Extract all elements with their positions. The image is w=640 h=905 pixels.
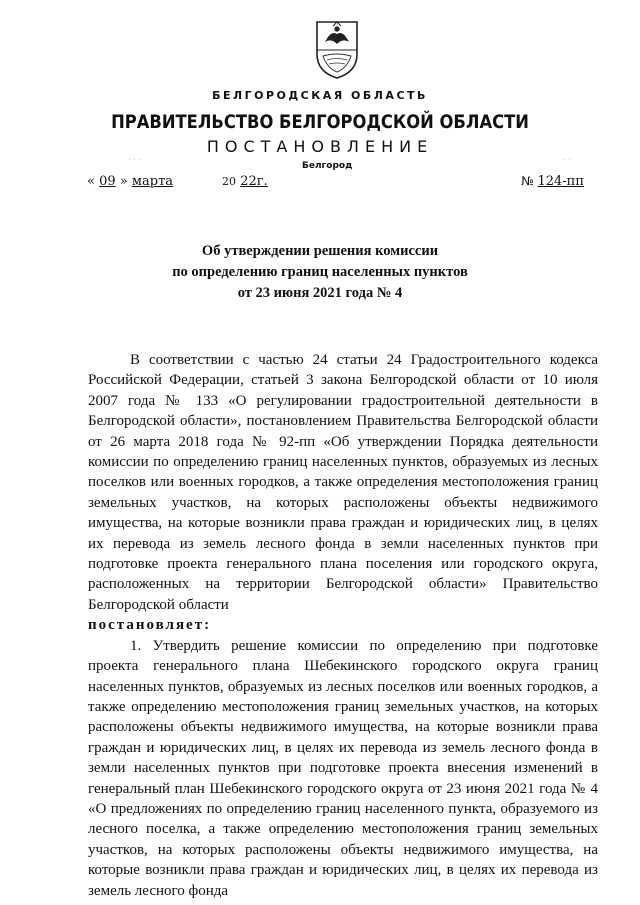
government-name: ПРАВИТЕЛЬСТВО БЕЛГОРОДСКОЙ ОБЛАСТИ (111, 111, 529, 133)
title-line-3: от 23 июня 2021 года № 4 (237, 285, 403, 301)
date-year-suffix: 22г. (240, 174, 268, 189)
title-line-2: по определению границ населенных пунктов (172, 264, 468, 280)
region-name: БЕЛГОРОДСКАЯ ОБЛАСТЬ (212, 89, 428, 102)
faded-stamp-mark-right: · · (563, 155, 571, 164)
number-sign: № (521, 174, 534, 188)
faded-stamp-mark: · · · (128, 155, 141, 164)
preamble-paragraph: В соответствии с частью 24 статьи 24 Градостроительного кодекса Российской Федерации, статьей 3 закона Белгородской области от 10 июля 2007 года № 133 «О регулировании градостроительной деятельности в Белгородской области», постановлением Правительства Белгородской области от 26 марта 2018 года № 92-пп «Об утверждении Порядка деятельности комиссии по определению границ населенных пунктов, образуемых из лесных поселков или военных городков, а также определения местоположения границ земельных участков, на которых расположены объекты недвижимого имущества, на которые возникли права граждан и юридических лиц, в целях их перевода из земель лесного фонда в земли населенных пунктов при подготовке проекта генерального плана поселения или городского округа, расположенных на территории Белгородской области» Правительство Белгородской области (88, 352, 598, 613)
city-name: Белгород (302, 161, 353, 171)
date-day: 09 (99, 174, 116, 189)
title-line-1: Об утверждении решения комиссии (201, 243, 439, 259)
date-month: марта (131, 174, 174, 189)
document-title (0, 241, 640, 304)
date-open-quote: « (87, 174, 95, 189)
document-type: ПОСТАНОВЛЕНИЕ (206, 137, 434, 156)
clause-1-paragraph: 1. Утвердить решение комиссии по определению при подготовке проекта генерального плана Шебекинского городского округа границ населенных пунктов, образуемых из лесных поселков или военных городков, а также определению местоположения границ земельных участков, на которых расположены объекты недвижимого имущества, на которые возникли права граждан и юридических лиц, в целях их перевода из земель лесного фонда в земли населенных пунктов при подготовке проекта внесения изменений в генеральный план Шебекинского городского округа от 23 июня 2021 года № 4 «О предложениях по определению границ населенного пункта, образуемого из лесного поселка, а также определению местоположения границ земельных участков, на которых расположены объекты недвижимого имущества, на которые возникли права граждан и юридических лиц, в целях их перевода из земель лесного фонда (88, 637, 598, 899)
decree-date (87, 174, 268, 189)
date-year-prefix: 20 (222, 175, 237, 188)
coat-of-arms-emblem (313, 20, 361, 80)
resolves-heading: постановляет: (88, 617, 212, 634)
document-body (88, 350, 598, 901)
number-value: 124-пп (537, 174, 584, 189)
date-close-quote: » (119, 174, 128, 189)
decree-number (521, 174, 584, 189)
